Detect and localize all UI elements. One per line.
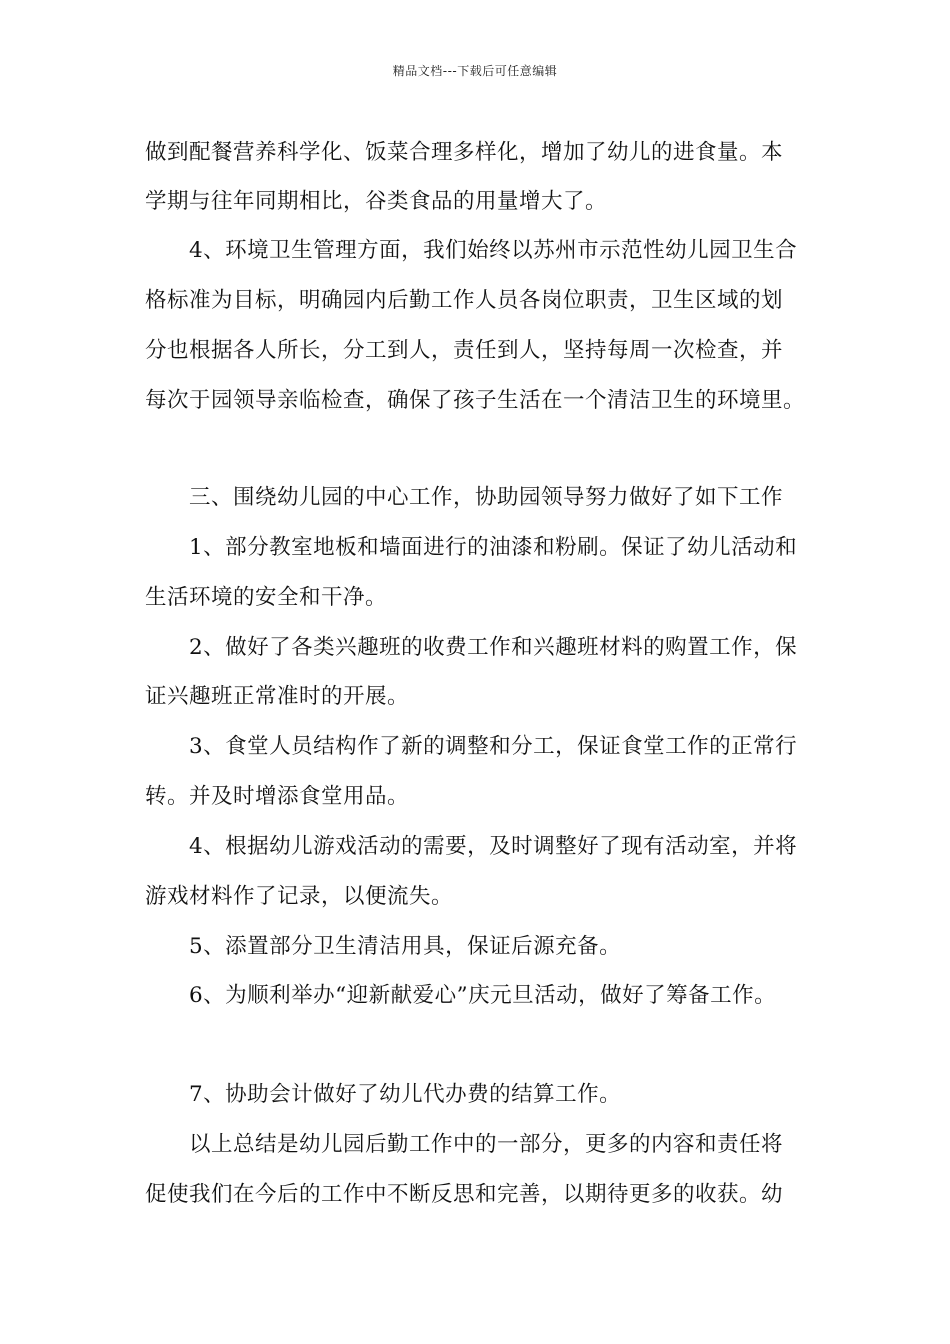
paragraph-line: 2、做好了各类兴趣班的收费工作和兴趣班材料的购置工作，保 xyxy=(145,635,798,660)
paragraph-line: 5、添置部分卫生清洁用具，保证后源充备。 xyxy=(145,934,622,959)
paragraph-line: 分也根据各人所长，分工到人，责任到人，坚持每周一次检查，并 xyxy=(145,338,784,363)
paragraph-line: 学期与往年同期相比，谷类食品的用量增大了。 xyxy=(145,189,608,214)
paragraph-line: 7、协助会计做好了幼儿代办费的结算工作。 xyxy=(145,1082,622,1107)
section-heading: 三、围绕幼儿园的中心工作，协助园领导努力做好了如下工作 xyxy=(145,485,784,510)
paragraph-line: 4、环境卫生管理方面，我们始终以苏州市示范性幼儿园卫生合 xyxy=(145,238,798,263)
paragraph-line: 3、食堂人员结构作了新的调整和分工，保证食堂工作的正常行 xyxy=(145,734,798,759)
paragraph-line: 证兴趣班正常准时的开展。 xyxy=(145,684,410,709)
paragraph-line: 4、根据幼儿游戏活动的需要，及时调整好了现有活动室，并将 xyxy=(145,834,798,859)
paragraph-line: 促使我们在今后的工作中不断反思和完善，以期待更多的收获。幼 xyxy=(145,1182,784,1207)
paragraph-line: 6、为顺利举办“迎新献爱心”庆元旦活动，做好了筹备工作。 xyxy=(145,983,777,1008)
paragraph-line: 游戏材料作了记录，以便流失。 xyxy=(145,884,454,909)
paragraph-line: 转。并及时增添食堂用品。 xyxy=(145,784,410,809)
paragraph-line: 格标准为目标，明确园内后勤工作人员各岗位职责，卫生区域的划 xyxy=(145,288,784,313)
paragraph-line: 生活环境的安全和干净。 xyxy=(145,585,388,610)
paragraph-line: 每次于园领导亲临检查，确保了孩子生活在一个清洁卫生的环境里。 xyxy=(145,388,806,413)
page-header: 精品文档---下载后可任意编辑 xyxy=(392,64,558,78)
paragraph-line: 做到配餐营养科学化、饭菜合理多样化，增加了幼儿的进食量。本 xyxy=(145,140,784,165)
paragraph-line: 1、部分教室地板和墙面进行的油漆和粉刷。保证了幼儿活动和 xyxy=(145,535,798,560)
paragraph-line: 以上总结是幼儿园后勤工作中的一部分，更多的内容和责任将 xyxy=(145,1132,784,1157)
